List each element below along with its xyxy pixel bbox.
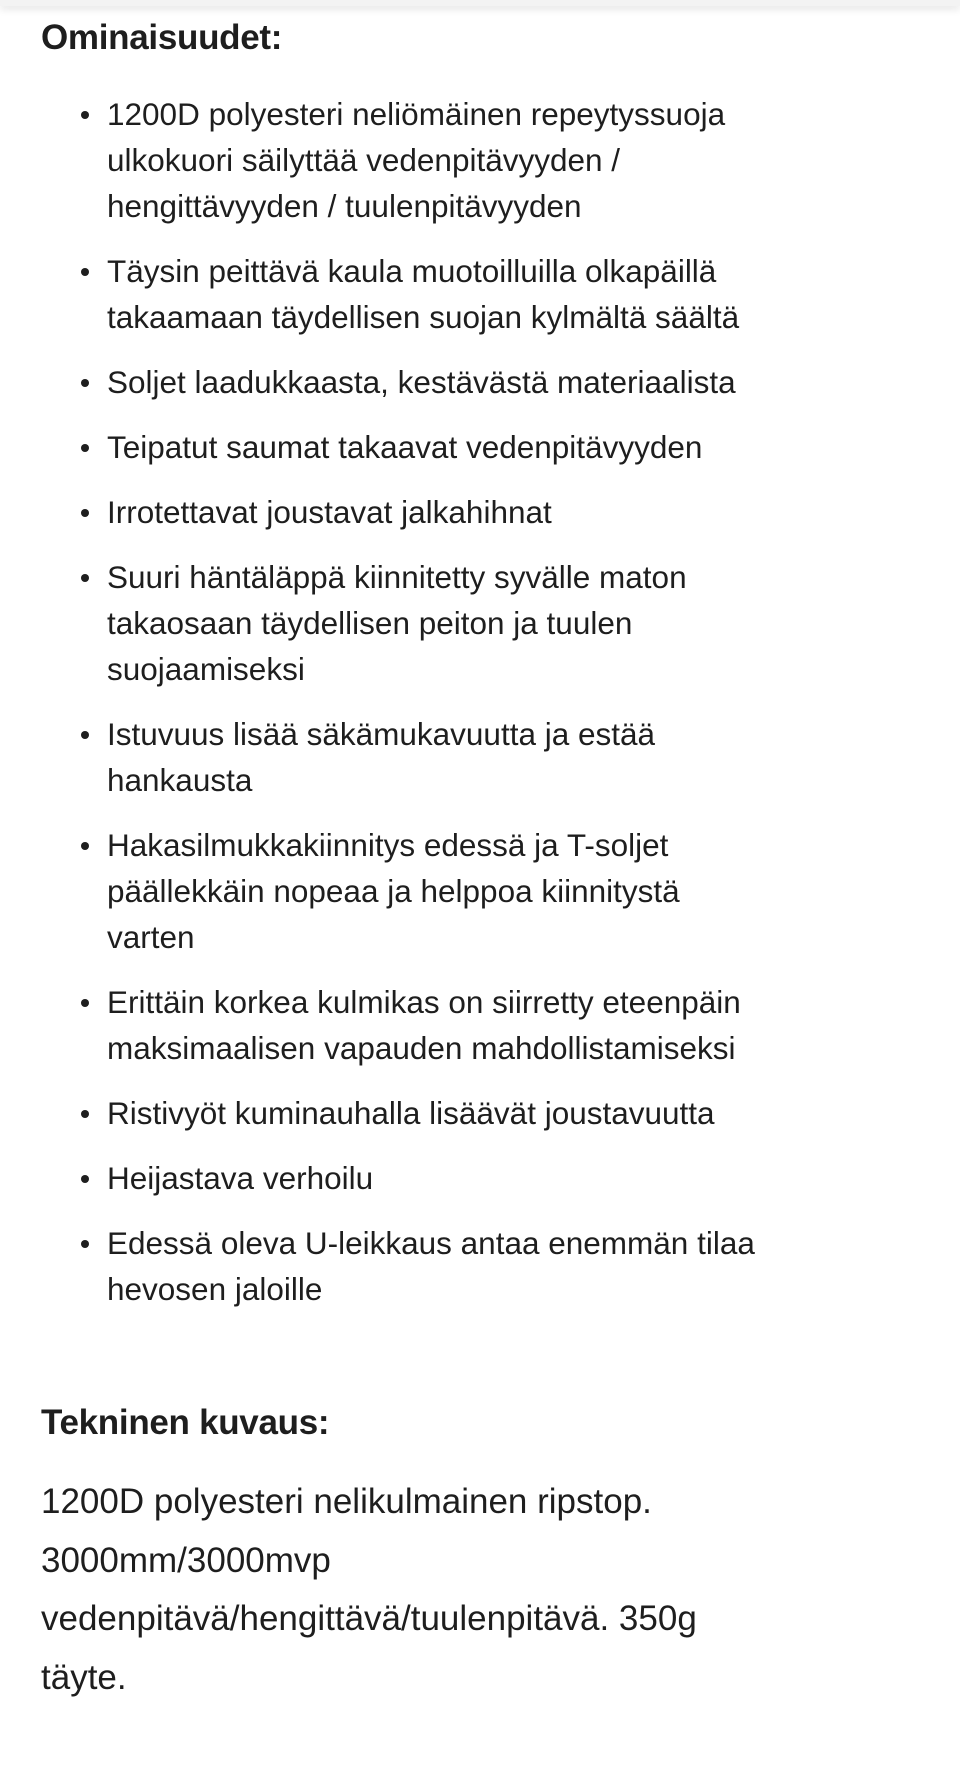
- technical-description-text: [41, 1473, 697, 1707]
- bullet-icon: [81, 444, 89, 452]
- technical-text-line: täyte.: [41, 1657, 127, 1697]
- technical-text-line: 3000mm/3000mvp: [41, 1540, 331, 1580]
- feature-text-line: Istuvuus lisää säkämukavuutta ja estää: [107, 716, 656, 752]
- technical-description-heading: Tekninen kuvaus:: [41, 1403, 330, 1442]
- bullet-icon: [81, 731, 89, 739]
- feature-list-item: [0, 1155, 960, 1201]
- bullet-icon: [81, 509, 89, 517]
- feature-list-item: [0, 822, 960, 960]
- feature-text-line: 1200D polyesteri neliömäinen repeytyssuoja: [107, 96, 726, 132]
- feature-text-line: takaamaan täydellisen suojan kylmältä säältä: [107, 299, 740, 335]
- bullet-icon: [81, 379, 89, 387]
- feature-text-line: hankausta: [107, 762, 253, 798]
- feature-list-item: [0, 248, 960, 340]
- feature-text-line: suojaamiseksi: [107, 651, 305, 687]
- feature-text-line: Edessä oleva U-leikkaus antaa enemmän tilaa: [107, 1225, 755, 1261]
- feature-text-line: takaosaan täydellisen peiton ja tuulen: [107, 605, 633, 641]
- feature-list-item: [0, 91, 960, 229]
- feature-text-line: päällekkäin nopeaa ja helppoa kiinnitystä: [107, 873, 680, 909]
- feature-list-item: [0, 424, 960, 470]
- feature-list-item: [0, 1090, 960, 1136]
- feature-list-item: [0, 711, 960, 803]
- feature-text-line: Soljet laadukkaasta, kestävästä materiaalista: [107, 364, 736, 400]
- bullet-icon: [81, 1240, 89, 1248]
- feature-text-line: Täysin peittävä kaula muotoilluilla olkapäillä: [107, 253, 717, 289]
- feature-text-line: varten: [107, 919, 195, 955]
- feature-list-item: [0, 1220, 960, 1312]
- technical-text-line: 1200D polyesteri nelikulmainen ripstop.: [41, 1482, 652, 1521]
- feature-text-line: maksimaalisen vapauden mahdollistamiseksi: [107, 1030, 736, 1066]
- feature-text-line: hengittävyyden / tuulenpitävyyden: [107, 188, 582, 224]
- feature-list-item: [0, 979, 960, 1071]
- feature-text-line: Teipatut saumat takaavat vedenpitävyyden: [107, 429, 703, 465]
- bullet-icon: [81, 842, 89, 850]
- bullet-icon: [81, 999, 89, 1007]
- feature-text-line: Hakasilmukkakiinnitys edessä ja T-soljet: [107, 827, 669, 863]
- feature-text-line: hevosen jaloille: [107, 1271, 323, 1307]
- feature-text-line: Suuri häntäläppä kiinnitetty syvälle maton: [107, 559, 687, 595]
- bullet-icon: [81, 111, 89, 119]
- features-heading: Ominaisuudet:: [41, 18, 283, 57]
- technical-text-line: vedenpitävä/hengittävä/tuulenpitävä. 350g: [41, 1599, 697, 1638]
- feature-list-item: [0, 489, 960, 535]
- bullet-icon: [81, 268, 89, 276]
- feature-text-line: ulkokuori säilyttää vedenpitävyyden /: [107, 142, 621, 178]
- feature-text-line: Heijastava verhoilu: [107, 1160, 374, 1196]
- feature-list-item: [0, 554, 960, 692]
- features-list: [0, 91, 960, 1331]
- feature-list-item: [0, 359, 960, 405]
- bullet-icon: [81, 574, 89, 582]
- bullet-icon: [81, 1175, 89, 1183]
- feature-text-line: Erittäin korkea kulmikas on siirretty eteenpäin: [107, 984, 741, 1020]
- bullet-icon: [81, 1110, 89, 1118]
- feature-text-line: Ristivyöt kuminauhalla lisäävät joustavuutta: [107, 1095, 715, 1131]
- top-bar-shadow: [0, 0, 960, 6]
- feature-text-line: Irrotettavat joustavat jalkahihnat: [107, 494, 552, 530]
